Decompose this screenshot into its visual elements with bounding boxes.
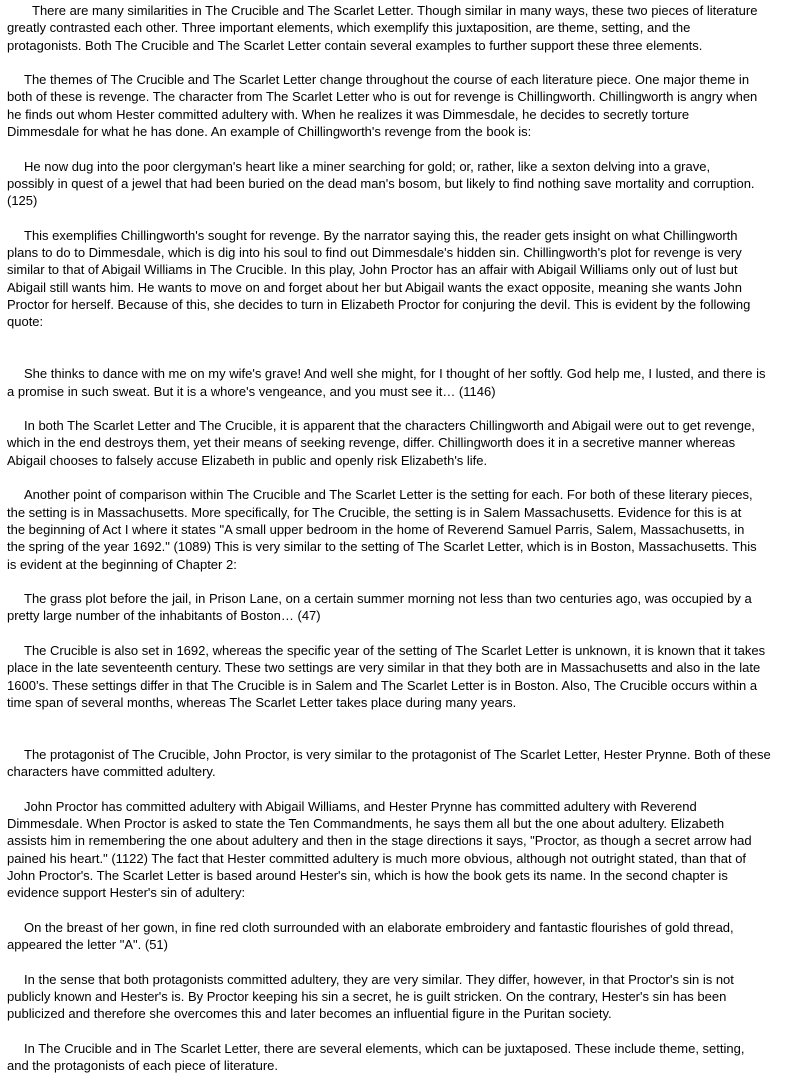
text-line: time span of several months, whereas The Scarlet Letter takes place during many years. bbox=[7, 694, 517, 710]
text-line: appeared the letter "A". (51) bbox=[7, 937, 168, 953]
text-line: (125) bbox=[7, 193, 38, 209]
paragraph-theme-paragraph bbox=[7, 71, 800, 140]
text-line: The grass plot before the jail, in Prison Lane, on a certain summer morning not less than two centuries ago, was occupied by a bbox=[24, 591, 752, 607]
text-line: The protagonist of The Crucible, John Proctor, is very similar to the protagonist of The Scarlet Letter, Hester Prynne. Both of these bbox=[24, 746, 771, 762]
paragraph-protagonist-intro bbox=[7, 746, 800, 781]
text-line: Abigail still wants him. He wants to move on and forget about her but Abigail wants the exact opposite, meaning she wants John bbox=[7, 279, 742, 295]
text-line: the spring of the year 1692." (1089) This is very similar to the setting of The Scarlet Letter, which is in Boston, Massachusetts. This bbox=[7, 539, 757, 555]
text-line: pretty large number of the inhabitants of Boston… (47) bbox=[7, 608, 321, 624]
text-line: a promise in such sweat. But it is a whore's vengeance, and you must see it… (1146) bbox=[7, 383, 496, 399]
text-line: This exemplifies Chillingworth's sought for revenge. By the narrator saying this, the reader gets insight on what Chillingworth bbox=[24, 227, 738, 243]
paragraph-quote-proctor bbox=[7, 365, 800, 400]
text-line: In The Crucible and in The Scarlet Letter, there are several elements, which can be juxtaposed. These include theme, setting, bbox=[24, 1040, 745, 1056]
text-line: possibly in quest of a jewel that had been buried on the dead man's bosom, but likely to find nothing save mortality and corruption. bbox=[7, 175, 755, 191]
paragraph-adultery-paragraph bbox=[7, 798, 800, 902]
text-line: protagonists. Both The Crucible and The Scarlet Letter contain several examples to further support these three elements. bbox=[7, 37, 703, 53]
text-line: Dimmesdale for what he has done. An example of Chillingworth's revenge from the book is: bbox=[7, 124, 532, 140]
paragraph-revenge-comparison bbox=[7, 227, 800, 331]
text-line: In both The Scarlet Letter and The Crucible, it is apparent that the characters Chillingworth and Abigail were out to get revenge, bbox=[24, 418, 755, 434]
text-line: both of these is revenge. The character from The Scarlet Letter who is out for revenge is Chillingworth. Chillingworth is angry when bbox=[7, 89, 758, 105]
text-line: John Proctor's. The Scarlet Letter is based around Hester's sin, which is how the book gets its name. In the second chapter is bbox=[7, 867, 728, 883]
text-line: Abigail chooses to falsely accuse Elizabeth in public and openly risk Elizabeth's life. bbox=[7, 452, 488, 468]
text-line: place in the late seventeenth century. These two settings are very similar in that they both are in Massachusetts and also in the late bbox=[7, 660, 761, 676]
text-line: which in the end destroys them, yet their means of seeking revenge, differ. Chillingworth does it in a secretive manner whereas bbox=[7, 435, 736, 451]
text-line: Dimmesdale. When Proctor is asked to state the Ten Commandments, he says them all but the one about adultery. Elizabeth bbox=[7, 815, 725, 831]
text-line: the beginning of Act I where it states "A small upper bedroom in the home of Reverend Samuel Parris, Salem, Massachusetts, in bbox=[7, 521, 745, 537]
paragraph-quote-boston bbox=[7, 590, 800, 625]
text-line: John Proctor has committed adultery with Abigail Williams, and Hester Prynne has committed adultery with Reverend bbox=[24, 798, 697, 814]
text-line: The themes of The Crucible and The Scarlet Letter change throughout the course of each literature piece. One major theme in bbox=[24, 72, 750, 88]
paragraph-intro bbox=[7, 2, 800, 54]
paragraph-quote-chillingworth bbox=[7, 158, 800, 210]
text-line: plans to do to Dimmesdale, which is dig into his soul to find out Dimmesdale's hidden sin. Chillingworth's plot for revenge is very bbox=[7, 245, 742, 261]
text-line: is evident at the beginning of Chapter 2: bbox=[7, 556, 237, 572]
text-line: The Crucible is also set in 1692, whereas the specific year of the setting of The Scarlet Letter is unknown, it is known that it takes bbox=[24, 642, 766, 658]
text-line: he finds out whom Hester committed adultery with. When he realizes it was Dimmesdale, he decides to secretly torture bbox=[7, 106, 690, 122]
text-line: similar to that of Abigail Williams in The Crucible. In this play, John Proctor has an affair with Abigail Williams only out of lust but bbox=[7, 262, 738, 278]
paragraph-setting-paragraph bbox=[7, 486, 800, 572]
text-line: greatly contrasted each other. Three important elements, which exemplify this juxtaposition, are theme, setting, and the bbox=[7, 20, 691, 36]
paragraph-setting-comparison bbox=[7, 642, 800, 711]
text-line: On the breast of her gown, in fine red cloth surrounded with an elaborate embroidery and fantastic flourishes of gold thread, bbox=[24, 919, 734, 935]
text-line: She thinks to dance with me on my wife's grave! And well she might, for I thought of her softly. God help me, I lusted, and there is bbox=[24, 366, 766, 382]
paragraph-quote-letter-a bbox=[7, 919, 800, 954]
text-line: He now dug into the poor clergyman's heart like a miner searching for gold; or, rather, like a sexton delving into a grave, bbox=[24, 158, 711, 174]
text-line: publicized and therefore she overcomes this and later becomes an influential figure in the Puritan society. bbox=[7, 1006, 612, 1022]
text-line: Another point of comparison within The Crucible and The Scarlet Letter is the setting for each. For both of these literary pieces, bbox=[24, 487, 753, 503]
text-line: the setting is in Massachusetts. More specifically, for The Crucible, the setting is in Salem Massachusetts. Evidence for this is at bbox=[7, 504, 742, 520]
text-line: pained his heart." (1122) The fact that Hester committed adultery is much more obvious, although not outright stated, than that of bbox=[7, 850, 747, 866]
text-line: There are many similarities in The Crucible and The Scarlet Letter. Though similar in many ways, these two pieces of literature bbox=[32, 3, 758, 18]
paragraph-conclusion bbox=[7, 1040, 800, 1074]
text-line: evidence support Hester's sin of adultery: bbox=[7, 885, 246, 901]
paragraph-revenge-contrast bbox=[7, 417, 800, 469]
text-line: Proctor for herself. Because of this, she decides to turn in Elizabeth Proctor for conjuring the devil. This is evident by the following bbox=[7, 297, 751, 313]
text-line: In the sense that both protagonists committed adultery, they are very similar. They differ, however, in that Proctor's sin is not bbox=[24, 971, 734, 987]
text-line: assists him in remembering the one about adultery and then in the stage directions it says, "Proctor, as though a secret arrow had bbox=[7, 833, 752, 849]
text-line: and the protagonists of each piece of literature. bbox=[7, 1058, 279, 1074]
text-line: characters have committed adultery. bbox=[7, 764, 216, 780]
paragraph-protagonist-comparison bbox=[7, 971, 800, 1023]
text-line: quote: bbox=[7, 314, 44, 330]
text-line: publicly known and Hester's is. By Proctor keeping his sin a secret, he is guilt stricken. On the contrary, Hester's sin has been bbox=[7, 988, 727, 1004]
text-line: 1600’s. These settings differ in that The Crucible is in Salem and The Scarlet Letter is in Boston. Also, The Crucible occurs within a bbox=[7, 677, 758, 693]
